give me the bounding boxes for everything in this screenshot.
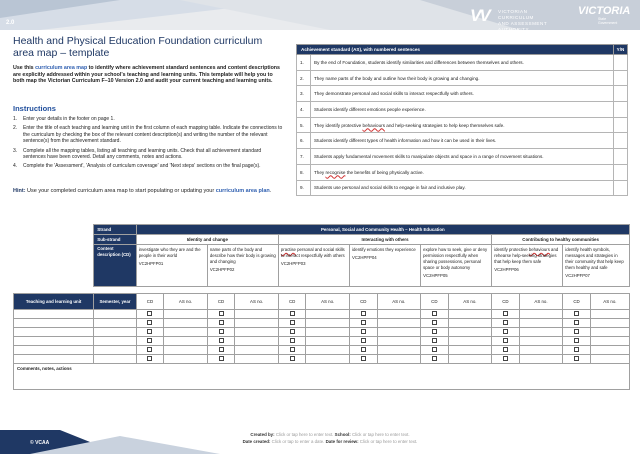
unit-cell[interactable] bbox=[14, 346, 94, 355]
as-number: 8. bbox=[297, 164, 311, 180]
cd-checkbox-cell bbox=[421, 310, 449, 319]
cd-checkbox-cell bbox=[207, 319, 235, 328]
cd-checkbox[interactable] bbox=[361, 329, 366, 334]
cd-checkbox-cell bbox=[492, 319, 520, 328]
cd-checkbox-cell bbox=[563, 319, 591, 328]
cd-column-header: CD bbox=[350, 294, 378, 310]
as-number-cell[interactable] bbox=[377, 337, 421, 346]
step-text: Enter your details in the footer on page 1. bbox=[23, 116, 115, 122]
victoria-logo-sub2: Government bbox=[598, 21, 618, 25]
cd-checkbox-cell bbox=[278, 346, 306, 355]
as-row bbox=[297, 164, 628, 180]
as-number: 2. bbox=[297, 70, 311, 86]
as-sentence-text: Students use personal and social skills to engage in fair and inclusive play. bbox=[314, 185, 466, 191]
hint-text: Use your completed curriculum area map to start populating or updating your bbox=[25, 188, 216, 194]
as-yn-cell[interactable] bbox=[614, 164, 628, 180]
content-description-vc2hpfp03 bbox=[278, 245, 349, 287]
as-table-header: Achievement standard (AS), with numbered sentences bbox=[297, 45, 614, 55]
as-number: 9. bbox=[297, 180, 311, 196]
as-number-cell[interactable] bbox=[306, 319, 350, 328]
as-number-cell[interactable] bbox=[235, 328, 279, 337]
cd-checkbox[interactable] bbox=[574, 338, 579, 343]
cd-checkbox[interactable] bbox=[290, 347, 295, 352]
step-text: Enter the title of each teaching and learning unit in the first column of each mapping table. Indicate the connections to the curriculum by checking the box of the relevant content description(s) and writing the number of the relevant sentence(s) from the achievement standard. bbox=[23, 125, 283, 145]
cd-checkbox-cell bbox=[136, 346, 164, 355]
as-number-cell[interactable] bbox=[590, 337, 629, 346]
version-label: 2.0 bbox=[6, 20, 15, 26]
as-number-cell[interactable] bbox=[590, 328, 629, 337]
as-sentence bbox=[311, 86, 614, 102]
step-text: Complete all the mapping tables, listing all teaching and learning units. Check that all achievement standard sentences have been covered. Detail any comments, notes and actions. bbox=[23, 147, 262, 161]
date-review-label: Date for review: bbox=[325, 438, 359, 444]
mapping-row bbox=[14, 319, 630, 328]
cd-checkbox-cell bbox=[136, 310, 164, 319]
blank-cell bbox=[14, 225, 94, 235]
cd-checkbox[interactable] bbox=[432, 329, 437, 334]
intro-text-1: Use this bbox=[13, 65, 36, 71]
mapping-table bbox=[13, 224, 630, 390]
as-number: 4. bbox=[297, 102, 311, 118]
cd-checkbox[interactable] bbox=[147, 356, 152, 361]
cd-checkbox-cell bbox=[563, 310, 591, 319]
as-sentence-text-end: and help-seeking strategies to help keep themselves safe. bbox=[385, 122, 505, 128]
hint-label: Hint: bbox=[13, 188, 26, 194]
cd-checkbox[interactable] bbox=[290, 320, 295, 325]
cd-text-end: and rehearse help-seeking strategies that help keep them safe bbox=[494, 247, 559, 264]
as-sentence-text: Students identify different types of health information and how it can be used in their lives. bbox=[314, 138, 497, 144]
instructions-list bbox=[13, 116, 285, 173]
cd-text: explore how to seek, give or deny permission respectfully when sharing possessions, personal space or body autonomy bbox=[423, 247, 488, 270]
victoria-logo-sub bbox=[598, 17, 617, 25]
cd-checkbox-cell bbox=[350, 310, 378, 319]
as-sentence-text: They bbox=[314, 169, 326, 175]
as-number-cell[interactable] bbox=[377, 328, 421, 337]
content-description-vc2hpfp04 bbox=[350, 245, 421, 287]
cd-checkbox[interactable] bbox=[219, 320, 224, 325]
instructions-heading: Instructions bbox=[13, 104, 56, 113]
as-number: 6. bbox=[297, 133, 311, 149]
cd-checkbox-cell bbox=[278, 328, 306, 337]
as-number-cell[interactable] bbox=[164, 355, 208, 364]
hint-paragraph bbox=[13, 188, 298, 194]
cd-code: VC2HPFP03 bbox=[280, 261, 306, 266]
cd-checkbox[interactable] bbox=[503, 347, 508, 352]
as-number: 1. bbox=[297, 55, 311, 71]
cd-code: VC2HPFP01 bbox=[138, 261, 164, 266]
content-description-vc2hpfp06 bbox=[492, 245, 563, 287]
cd-checkbox-cell bbox=[207, 337, 235, 346]
cd-checkbox-cell bbox=[350, 355, 378, 364]
spacer-row bbox=[14, 287, 630, 294]
as-yn-cell[interactable] bbox=[614, 149, 628, 165]
as-sentence-text-end: the benefits of being physically active. bbox=[345, 169, 424, 175]
semester-cell[interactable] bbox=[94, 337, 136, 346]
cd-checkbox-cell bbox=[563, 337, 591, 346]
header-band bbox=[0, 0, 640, 30]
cd-checkbox[interactable] bbox=[361, 347, 366, 352]
vcaa-logo-line2: AND ASSESSMENT AUTHORITY bbox=[498, 21, 548, 30]
cd-code: VC2HPFP07 bbox=[565, 273, 590, 278]
footer-copyright: © VCAA bbox=[30, 440, 50, 446]
step-number: 3. bbox=[13, 147, 18, 154]
as-sentence-text: Students apply fundamental movement skills to manipulate objects and space in a range of movement situations. bbox=[314, 153, 544, 159]
content-description-vc2hpfp05 bbox=[421, 245, 492, 287]
cd-column-header: CD bbox=[492, 294, 520, 310]
as-number-cell[interactable] bbox=[235, 310, 279, 319]
victoria-logo-sub1: State bbox=[598, 17, 607, 21]
unit-cell[interactable] bbox=[14, 355, 94, 364]
as-number-cell[interactable] bbox=[448, 337, 492, 346]
cd-checkbox-cell bbox=[350, 319, 378, 328]
as-row bbox=[297, 149, 628, 165]
cd-code: VC2HPFP05 bbox=[423, 273, 448, 278]
as-number-cell[interactable] bbox=[164, 319, 208, 328]
as-number-cell[interactable] bbox=[448, 319, 492, 328]
as-number-cell[interactable] bbox=[519, 310, 563, 319]
as-yn-cell[interactable] bbox=[614, 70, 628, 86]
substrand-identity-and-change: Identity and change bbox=[136, 235, 278, 245]
strand-label: Strand bbox=[94, 225, 136, 235]
cd-checkbox-cell bbox=[421, 355, 449, 364]
as-number-cell[interactable] bbox=[306, 328, 350, 337]
cd-checkbox[interactable] bbox=[503, 338, 508, 343]
cd-checkbox[interactable] bbox=[290, 329, 295, 334]
substrand-interacting-with-others: Interacting with others bbox=[278, 235, 491, 245]
cd-code: VC2HPFP06 bbox=[494, 267, 519, 272]
cd-checkbox[interactable] bbox=[290, 311, 295, 316]
cd-checkbox-cell bbox=[350, 328, 378, 337]
instruction-step bbox=[13, 148, 285, 161]
mapping-row bbox=[14, 355, 630, 364]
substrand-label: Sub-strand bbox=[94, 235, 136, 245]
as-number-cell[interactable] bbox=[306, 346, 350, 355]
cd-checkbox-cell bbox=[563, 328, 591, 337]
cd-checkbox[interactable] bbox=[147, 320, 152, 325]
as-number-cell[interactable] bbox=[306, 337, 350, 346]
semester-cell[interactable] bbox=[94, 310, 136, 319]
date-created-field[interactable]: Click or tap to enter a date. bbox=[271, 438, 325, 444]
as-number-cell[interactable] bbox=[377, 355, 421, 364]
cd-checkbox-cell bbox=[207, 328, 235, 337]
cd-checkbox-cell bbox=[421, 337, 449, 346]
yn-header: Y/N bbox=[614, 45, 628, 55]
cd-label: Content description (CD) bbox=[94, 245, 136, 287]
as-number-cell[interactable] bbox=[377, 310, 421, 319]
step-number: 2. bbox=[13, 125, 18, 132]
as-number-cell[interactable] bbox=[164, 310, 208, 319]
cd-checkbox[interactable] bbox=[219, 311, 224, 316]
curriculum-area-map-link[interactable]: curriculum area map bbox=[35, 65, 88, 71]
unit-cell[interactable] bbox=[14, 328, 94, 337]
cd-checkbox-cell bbox=[563, 355, 591, 364]
cd-checkbox[interactable] bbox=[432, 356, 437, 361]
cd-checkbox-cell bbox=[492, 337, 520, 346]
cd-column-header: CD bbox=[278, 294, 306, 310]
as-number-cell[interactable] bbox=[519, 337, 563, 346]
mapping-row bbox=[14, 310, 630, 319]
step-number: 4. bbox=[13, 163, 18, 170]
instruction-step bbox=[13, 163, 285, 169]
content-description-vc2hpfp01 bbox=[136, 245, 207, 287]
substrand-contributing-to-healthy-communities: Contributing to healthy communities bbox=[492, 235, 630, 245]
cd-text: identify health symbols, messages and strategies in their community that help keep them healthy and safe bbox=[565, 247, 624, 270]
as-number-cell[interactable] bbox=[235, 346, 279, 355]
page-footer bbox=[200, 432, 460, 445]
cd-column-header: CD bbox=[563, 294, 591, 310]
unit-column-header: Teaching and learning unit bbox=[14, 294, 94, 310]
as-sentence-text: Students identify different emotions people experience. bbox=[314, 106, 426, 112]
as-number-cell[interactable] bbox=[590, 310, 629, 319]
mapping-row bbox=[14, 337, 630, 346]
as-number-cell[interactable] bbox=[164, 346, 208, 355]
as-sentence-spellcheck: behaviours bbox=[362, 122, 385, 128]
vcaa-logo bbox=[470, 6, 560, 30]
as-number-cell[interactable] bbox=[519, 328, 563, 337]
cd-checkbox[interactable] bbox=[361, 356, 366, 361]
cd-checkbox[interactable] bbox=[219, 329, 224, 334]
as-column-header: AS no. bbox=[590, 294, 629, 310]
as-number-cell[interactable] bbox=[377, 346, 421, 355]
cd-checkbox-cell bbox=[492, 328, 520, 337]
cd-checkbox-cell bbox=[207, 310, 235, 319]
date-review-field[interactable]: Click or tap here to enter text. bbox=[359, 438, 418, 444]
as-number-cell[interactable] bbox=[448, 346, 492, 355]
comments-label: Comments, notes, actions bbox=[17, 366, 72, 371]
semester-cell[interactable] bbox=[94, 346, 136, 355]
as-number-cell[interactable] bbox=[448, 355, 492, 364]
victoria-logo: VICTORIA bbox=[578, 5, 631, 17]
cd-checkbox-cell bbox=[278, 355, 306, 364]
cd-checkbox[interactable] bbox=[432, 320, 437, 325]
cd-column-header: CD bbox=[207, 294, 235, 310]
as-sentence bbox=[311, 133, 614, 149]
cd-text: identify emotions they experience bbox=[352, 247, 416, 252]
unit-cell[interactable] bbox=[14, 319, 94, 328]
as-sentence-spellcheck: recognise bbox=[325, 169, 346, 175]
cd-checkbox[interactable] bbox=[290, 356, 295, 361]
step-number: 1. bbox=[13, 116, 18, 122]
cd-checkbox[interactable] bbox=[574, 347, 579, 352]
cd-checkbox[interactable] bbox=[147, 329, 152, 334]
cd-checkbox-cell bbox=[278, 319, 306, 328]
created-by-label: Created by: bbox=[250, 432, 275, 437]
content-description-vc2hpfp07 bbox=[563, 245, 630, 287]
vcaa-logo-mark: VV bbox=[470, 6, 489, 25]
cd-checkbox[interactable] bbox=[219, 338, 224, 343]
as-column-header: AS no. bbox=[235, 294, 279, 310]
vcaa-logo-text bbox=[498, 9, 560, 30]
as-sentence-text: By the end of Foundation, students identify similarities and differences between themselves and others. bbox=[314, 59, 524, 65]
step-text: Complete the 'Assessment', 'Analysis of curriculum coverage' and 'Next steps' sections on the final page(s). bbox=[23, 163, 261, 170]
cd-checkbox-cell bbox=[278, 310, 306, 319]
cd-checkbox[interactable] bbox=[361, 311, 366, 316]
school-field[interactable]: Click or tap here to enter text. bbox=[351, 432, 410, 437]
cd-checkbox[interactable] bbox=[219, 356, 224, 361]
cd-checkbox[interactable] bbox=[574, 329, 579, 334]
curriculum-area-plan-link[interactable]: curriculum area plan bbox=[215, 188, 270, 194]
as-sentence bbox=[311, 55, 614, 71]
cd-checkbox[interactable] bbox=[432, 347, 437, 352]
page-title: Health and Physical Education Foundation curriculum area map – template bbox=[13, 35, 263, 59]
as-number-cell[interactable] bbox=[519, 355, 563, 364]
as-yn-cell[interactable] bbox=[614, 102, 628, 118]
cd-checkbox[interactable] bbox=[503, 320, 508, 325]
as-sentence bbox=[311, 149, 614, 165]
as-yn-cell[interactable] bbox=[614, 55, 628, 71]
intro-text-2: to identify where achievement standard sentences and content descriptions are explicitly addressed within your school's teaching and learning units. This template will help you to both map the Victorian Curriculum F–10 Version 2.0 and audit your current teaching and learning units. bbox=[13, 65, 280, 85]
cd-checkbox[interactable] bbox=[361, 320, 366, 325]
instruction-step bbox=[13, 116, 285, 122]
unit-cell[interactable] bbox=[14, 310, 94, 319]
comments-row[interactable] bbox=[14, 364, 630, 390]
cd-text: investigate who they are and the people in their world bbox=[138, 247, 201, 258]
as-number-cell[interactable] bbox=[590, 346, 629, 355]
cd-checkbox-cell bbox=[350, 337, 378, 346]
as-number-cell[interactable] bbox=[306, 310, 350, 319]
intro-paragraph bbox=[13, 65, 285, 85]
achievement-standard-table bbox=[296, 44, 628, 196]
as-number-cell[interactable] bbox=[235, 337, 279, 346]
cd-checkbox[interactable] bbox=[574, 320, 579, 325]
as-sentence-text: They demonstrate personal and social skills to interact respectfully with others. bbox=[314, 91, 474, 97]
content-description-vc2hpfp02 bbox=[207, 245, 278, 287]
as-number-cell[interactable] bbox=[164, 337, 208, 346]
as-yn-cell[interactable] bbox=[614, 86, 628, 102]
as-number-cell[interactable] bbox=[377, 319, 421, 328]
cd-checkbox[interactable] bbox=[432, 338, 437, 343]
as-sentence bbox=[311, 117, 614, 133]
as-column-header: AS no. bbox=[448, 294, 492, 310]
as-column-header: AS no. bbox=[164, 294, 208, 310]
as-number: 5. bbox=[297, 117, 311, 133]
as-yn-cell[interactable] bbox=[614, 180, 628, 196]
as-number-cell[interactable] bbox=[519, 319, 563, 328]
as-sentence bbox=[311, 164, 614, 180]
date-created-label: Date created: bbox=[242, 438, 271, 444]
as-number-cell[interactable] bbox=[590, 319, 629, 328]
as-row bbox=[297, 133, 628, 149]
cd-checkbox-cell bbox=[421, 346, 449, 355]
as-row bbox=[297, 70, 628, 86]
cd-text: name parts of the body and describe how their body is growing and changing bbox=[209, 247, 276, 264]
mapping-row bbox=[14, 346, 630, 355]
as-row bbox=[297, 102, 628, 118]
as-number: 3. bbox=[297, 86, 311, 102]
cd-checkbox-cell bbox=[136, 337, 164, 346]
as-column-header: AS no. bbox=[377, 294, 421, 310]
cd-checkbox[interactable] bbox=[574, 311, 579, 316]
created-by-field[interactable]: Click or tap here to enter text. bbox=[275, 432, 334, 437]
as-number-cell[interactable] bbox=[448, 310, 492, 319]
cd-checkbox-cell bbox=[207, 355, 235, 364]
mapping-row bbox=[14, 328, 630, 337]
as-number-cell[interactable] bbox=[164, 328, 208, 337]
as-yn-cell[interactable] bbox=[614, 117, 628, 133]
cd-code: VC2HPFP04 bbox=[352, 255, 377, 260]
cd-checkbox-cell bbox=[492, 355, 520, 364]
cd-checkbox[interactable] bbox=[361, 338, 366, 343]
as-number-cell[interactable] bbox=[306, 355, 350, 364]
as-number-cell[interactable] bbox=[590, 355, 629, 364]
as-row bbox=[297, 180, 628, 196]
as-number: 7. bbox=[297, 149, 311, 165]
cd-column-header: CD bbox=[136, 294, 164, 310]
cd-checkbox[interactable] bbox=[290, 338, 295, 343]
semester-column-header: Semester, year bbox=[94, 294, 136, 310]
cd-checkbox-cell bbox=[136, 355, 164, 364]
as-yn-cell[interactable] bbox=[614, 133, 628, 149]
cd-checkbox[interactable] bbox=[147, 311, 152, 316]
cd-checkbox[interactable] bbox=[219, 347, 224, 352]
cd-code: VC2HPFP02 bbox=[209, 267, 235, 272]
as-number-cell[interactable] bbox=[235, 319, 279, 328]
cd-checkbox[interactable] bbox=[147, 347, 152, 352]
cd-checkbox-cell bbox=[136, 319, 164, 328]
semester-cell[interactable] bbox=[94, 319, 136, 328]
cd-text-spellcheck: behaviours bbox=[528, 247, 550, 252]
as-row bbox=[297, 117, 628, 133]
as-number-cell[interactable] bbox=[448, 328, 492, 337]
as-row bbox=[297, 55, 628, 71]
semester-cell[interactable] bbox=[94, 328, 136, 337]
as-sentence bbox=[311, 180, 614, 196]
unit-cell[interactable] bbox=[14, 337, 94, 346]
blank-cell bbox=[14, 245, 94, 287]
as-sentence-text: They name parts of the body and outline how their body is growing and changing. bbox=[314, 75, 480, 81]
cd-checkbox-cell bbox=[136, 328, 164, 337]
cd-checkbox[interactable] bbox=[503, 311, 508, 316]
blank-cell bbox=[14, 235, 94, 245]
hint-end: . bbox=[269, 188, 272, 194]
cd-text: identify protective bbox=[494, 247, 529, 252]
strand-value: Personal, Social and Community Health – Health Education bbox=[136, 225, 629, 235]
school-label: School: bbox=[334, 432, 351, 437]
as-sentence bbox=[311, 102, 614, 118]
cd-checkbox-cell bbox=[278, 337, 306, 346]
as-number-cell[interactable] bbox=[519, 346, 563, 355]
cd-checkbox[interactable] bbox=[574, 356, 579, 361]
as-column-header: AS no. bbox=[306, 294, 350, 310]
cd-checkbox[interactable] bbox=[432, 311, 437, 316]
vcaa-logo-line1: VICTORIAN CURRICULUM bbox=[498, 9, 534, 20]
cd-column-header: CD bbox=[421, 294, 449, 310]
semester-cell[interactable] bbox=[94, 355, 136, 364]
as-sentence bbox=[311, 70, 614, 86]
cd-checkbox[interactable] bbox=[503, 329, 508, 334]
cd-checkbox-cell bbox=[492, 310, 520, 319]
cd-checkbox-cell bbox=[492, 346, 520, 355]
as-column-header: AS no. bbox=[519, 294, 563, 310]
as-number-cell[interactable] bbox=[235, 355, 279, 364]
cd-checkbox-cell bbox=[350, 346, 378, 355]
cd-text-end: personal and social skills to interact respectfully with others bbox=[280, 247, 345, 258]
instruction-step bbox=[13, 125, 285, 144]
cd-checkbox-cell bbox=[563, 346, 591, 355]
cd-checkbox[interactable] bbox=[503, 356, 508, 361]
cd-checkbox-cell bbox=[421, 328, 449, 337]
as-sentence-text: They identify protective bbox=[314, 122, 363, 128]
cd-checkbox-cell bbox=[421, 319, 449, 328]
cd-checkbox[interactable] bbox=[147, 338, 152, 343]
cd-text-spellcheck: practise bbox=[280, 247, 296, 252]
as-row bbox=[297, 86, 628, 102]
cd-checkbox-cell bbox=[207, 346, 235, 355]
